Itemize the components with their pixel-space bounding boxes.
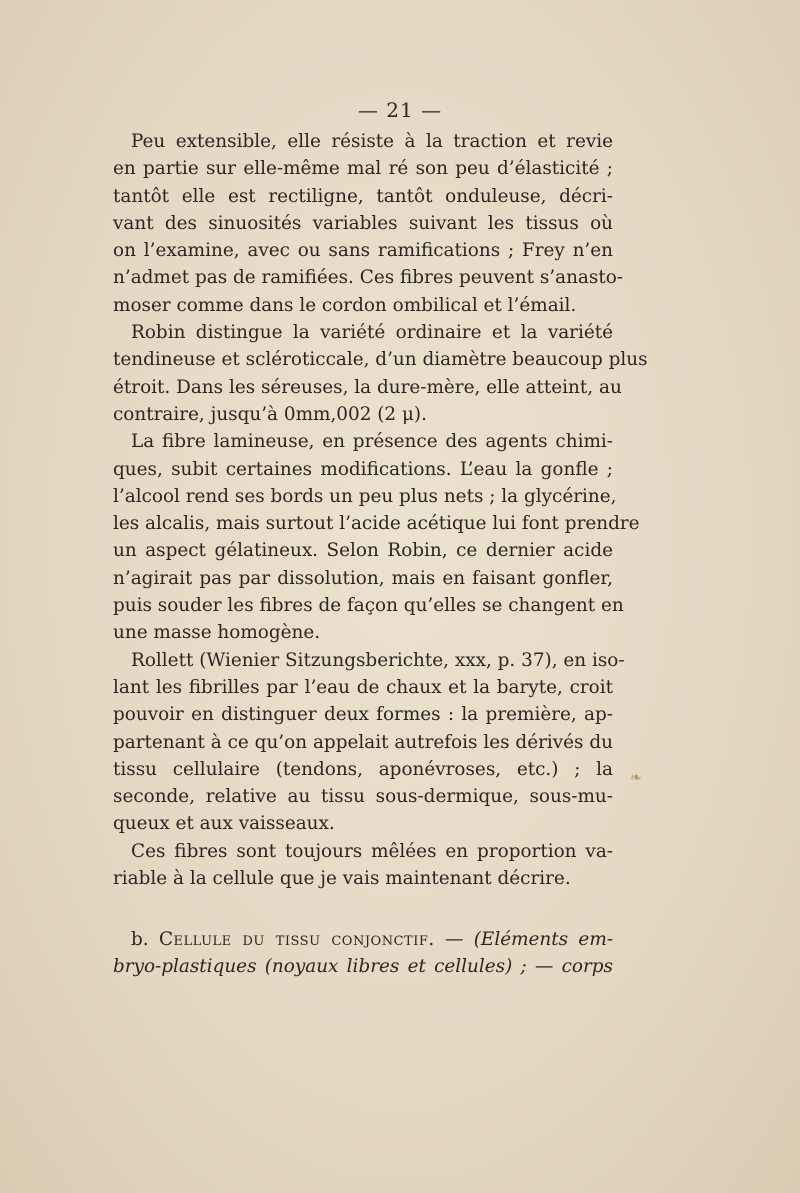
body-text	[113, 128, 648, 892]
section-label: b.	[131, 929, 149, 950]
section-subtitle: — (Eléments em-	[445, 929, 613, 950]
text-line: puis souder les fibres de façon qu’elles se changent en	[113, 595, 624, 617]
text-line: ques, subit certaines modifications. L’eau la gonfle ;	[113, 458, 613, 480]
section-line	[113, 926, 613, 953]
text-line: seconde, relative au tissu sous-dermique, sous-mu-	[113, 786, 613, 808]
text-line: vant des sinuosités variables suivant les tissus où	[113, 212, 613, 234]
text-line: n’admet pas de ramifiées. Ces fibres peuvent s’anasto-	[113, 267, 624, 289]
text-line: Robin distingue la variété ordinaire et la variété	[131, 322, 613, 344]
text-line: tissu cellulaire (tendons, aponévroses, etc.) ; la	[113, 758, 613, 780]
paragraph	[113, 428, 640, 646]
section-heading	[113, 926, 613, 981]
text-line: tantôt elle est rectiligne, tantôt onduleuse, décri-	[113, 185, 613, 207]
section-title: Cellule du tissu conjonctif.	[158, 929, 435, 950]
paragraph	[113, 647, 625, 838]
text-line: Peu extensible, elle résiste à la traction et revie	[131, 131, 613, 152]
text-line: Ces fibres sont toujours mêlées en proportion va-	[131, 840, 613, 862]
text-line: pouvoir en distinguer deux formes : la première, ap-	[113, 704, 613, 726]
text-line: La fibre lamineuse, en présence des agents chimi-	[131, 431, 613, 453]
paragraph	[113, 128, 624, 319]
paragraph	[113, 319, 648, 428]
text-line: en partie sur elle-même mal ré son peu d’élasticité ;	[113, 158, 613, 180]
text-line: moser comme dans le cordon ombilical et l’émail.	[113, 294, 577, 316]
margin-mark-icon: ❧	[630, 770, 642, 786]
paragraph	[113, 838, 613, 893]
text-line: riable à la cellule que je vais maintenant décrire.	[113, 868, 571, 890]
text-line: on l’examine, avec ou sans ramifications ; Frey n’en	[113, 240, 613, 262]
text-line: une masse homogène.	[113, 622, 321, 644]
text-line: partenant à ce qu’on appelait autrefois les dérivés du	[113, 731, 613, 753]
text-line: les alcalis, mais surtout l’acide acétique lui font prendre	[113, 513, 640, 535]
text-line: contraire, jusqu’à 0mm,002 (2 μ).	[113, 403, 427, 425]
page-number: — 21 —	[357, 98, 443, 122]
text-line: n’agirait pas par dissolution, mais en faisant gonfler,	[113, 567, 613, 589]
text-line: étroit. Dans les séreuses, la dure-mère, elle atteint, au	[113, 376, 622, 398]
text-line: tendineuse et scléroticcale, d’un diamètre beaucoup plus	[113, 349, 648, 371]
text-line: Rollett (Wienier Sitzungsberichte, xxx, p. 37), en iso-	[131, 649, 625, 671]
text-line: queux et aux vaisseaux.	[113, 813, 335, 835]
text-line: un aspect gélatineux. Selon Robin, ce dernier acide	[113, 540, 613, 562]
text-line: l’alcool rend ses bords un peu plus nets ; la glycérine,	[113, 485, 617, 507]
section-line: bryo-plastiques (noyaux libres et cellules) ; — corps	[113, 956, 613, 978]
text-line: lant les fibrilles par l’eau de chaux et la baryte, croit	[113, 676, 613, 698]
